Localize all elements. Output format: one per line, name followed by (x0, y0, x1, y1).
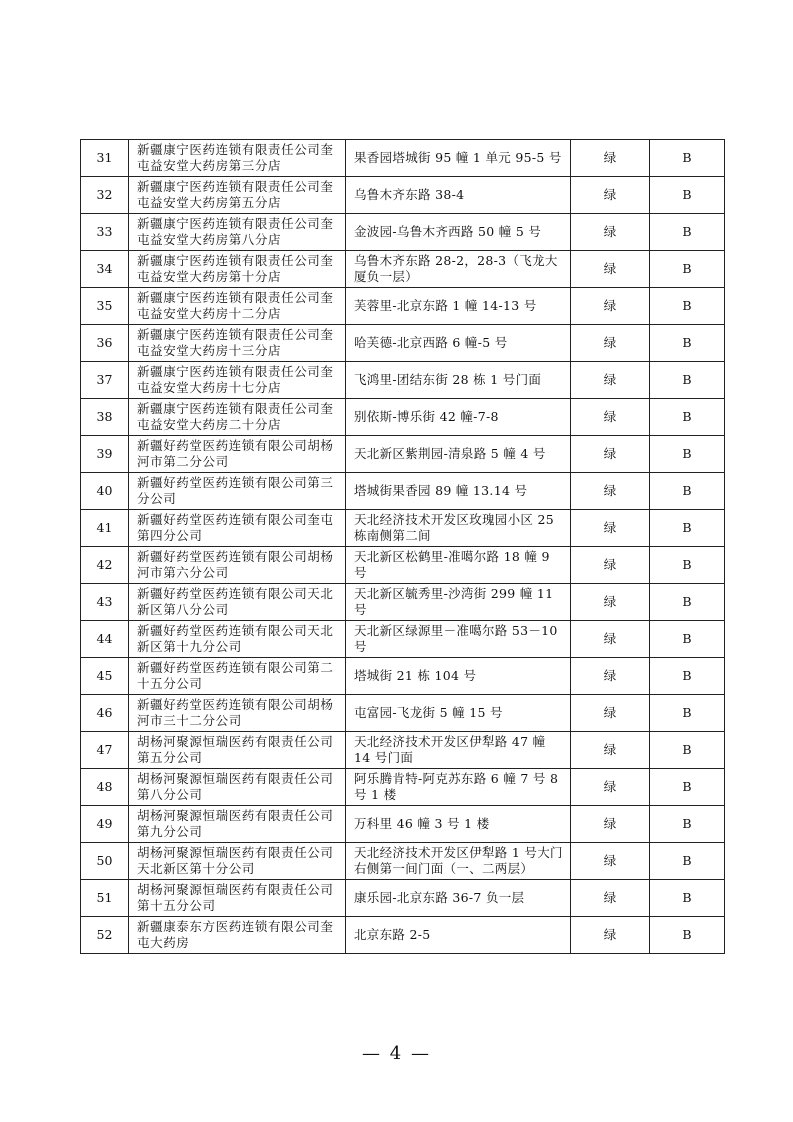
address-cell: 万科里 46 幢 3 号 1 楼 (346, 806, 571, 843)
row-number-cell: 41 (81, 510, 129, 547)
company-name-cell: 胡杨河聚源恒瑞医药有限责任公司第九分公司 (129, 806, 346, 843)
company-name-cell: 胡杨河聚源恒瑞医药有限责任公司天北新区第十分公司 (129, 843, 346, 880)
address-cell: 天北新区松鹤里-准噶尔路 18 幢 9 号 (346, 547, 571, 584)
address-cell: 天北经济技术开发区伊犁路 47 幢 14 号门面 (346, 732, 571, 769)
grade-cell: B (650, 288, 725, 325)
address-cell: 天北新区毓秀里-沙湾街 299 幢 11 号 (346, 584, 571, 621)
grade-cell: B (650, 695, 725, 732)
table-row (81, 214, 725, 251)
company-name-cell: 新疆好药堂医药连锁有限公司胡杨河市三十二分公司 (129, 695, 346, 732)
color-code-cell: 绿 (571, 917, 650, 954)
grade-cell: B (650, 436, 725, 473)
grade-cell: B (650, 917, 725, 954)
company-name-cell: 新疆康泰东方医药连锁有限公司奎屯大药房 (129, 917, 346, 954)
row-number-cell: 43 (81, 584, 129, 621)
pharmacy-table (80, 139, 725, 954)
address-cell: 飞鸿里-团结东街 28 栋 1 号门面 (346, 362, 571, 399)
table-row (81, 325, 725, 362)
address-cell: 芙蓉里-北京东路 1 幢 14-13 号 (346, 288, 571, 325)
table-row (81, 510, 725, 547)
address-cell: 塔城街 21 栋 104 号 (346, 658, 571, 695)
address-cell: 天北经济技术开发区伊犁路 1 号大门右侧第一间门面（一、二两层） (346, 843, 571, 880)
grade-cell: B (650, 140, 725, 177)
table-row (81, 547, 725, 584)
color-code-cell: 绿 (571, 214, 650, 251)
company-name-cell: 新疆康宁医药连锁有限责任公司奎屯益安堂大药房十七分店 (129, 362, 346, 399)
address-cell: 果香园塔城街 95 幢 1 单元 95-5 号 (346, 140, 571, 177)
table-row (81, 769, 725, 806)
company-name-cell: 新疆康宁医药连锁有限责任公司奎屯益安堂大药房第十分店 (129, 251, 346, 288)
company-name-cell: 新疆康宁医药连锁有限责任公司奎屯益安堂大药房第三分店 (129, 140, 346, 177)
address-cell: 康乐园-北京东路 36-7 负一层 (346, 880, 571, 917)
table-row (81, 399, 725, 436)
color-code-cell: 绿 (571, 436, 650, 473)
grade-cell: B (650, 325, 725, 362)
grade-cell: B (650, 769, 725, 806)
company-name-cell: 新疆好药堂医药连锁有限公司胡杨河市第六分公司 (129, 547, 346, 584)
address-cell: 别依斯-博乐街 42 幢-7-8 (346, 399, 571, 436)
color-code-cell: 绿 (571, 399, 650, 436)
company-name-cell: 胡杨河聚源恒瑞医药有限责任公司第五分公司 (129, 732, 346, 769)
table-row (81, 584, 725, 621)
color-code-cell: 绿 (571, 732, 650, 769)
row-number-cell: 47 (81, 732, 129, 769)
company-name-cell: 新疆康宁医药连锁有限责任公司奎屯益安堂大药房第五分店 (129, 177, 346, 214)
grade-cell: B (650, 584, 725, 621)
row-number-cell: 44 (81, 621, 129, 658)
row-number-cell: 46 (81, 695, 129, 732)
grade-cell: B (650, 547, 725, 584)
grade-cell: B (650, 473, 725, 510)
grade-cell: B (650, 214, 725, 251)
row-number-cell: 33 (81, 214, 129, 251)
table-row (81, 806, 725, 843)
address-cell: 天北新区绿源里－准噶尔路 53－10 号 (346, 621, 571, 658)
color-code-cell: 绿 (571, 880, 650, 917)
address-cell: 北京东路 2-5 (346, 917, 571, 954)
row-number-cell: 36 (81, 325, 129, 362)
grade-cell: B (650, 399, 725, 436)
company-name-cell: 新疆好药堂医药连锁有限公司奎屯第四分公司 (129, 510, 346, 547)
table-row (81, 880, 725, 917)
grade-cell: B (650, 510, 725, 547)
company-name-cell: 新疆好药堂医药连锁有限公司第二十五分公司 (129, 658, 346, 695)
row-number-cell: 35 (81, 288, 129, 325)
grade-cell: B (650, 843, 725, 880)
address-cell: 乌鲁木齐东路 28-2，28-3（飞龙大厦负一层） (346, 251, 571, 288)
color-code-cell: 绿 (571, 769, 650, 806)
grade-cell: B (650, 732, 725, 769)
color-code-cell: 绿 (571, 806, 650, 843)
address-cell: 阿乐腾肯特-阿克苏东路 6 幢 7 号 8 号 1 楼 (346, 769, 571, 806)
company-name-cell: 新疆好药堂医药连锁有限公司第三分公司 (129, 473, 346, 510)
grade-cell: B (650, 177, 725, 214)
company-name-cell: 新疆康宁医药连锁有限责任公司奎屯益安堂大药房十二分店 (129, 288, 346, 325)
company-name-cell: 新疆好药堂医药连锁有限公司天北新区第八分公司 (129, 584, 346, 621)
table-row (81, 732, 725, 769)
row-number-cell: 31 (81, 140, 129, 177)
row-number-cell: 49 (81, 806, 129, 843)
row-number-cell: 38 (81, 399, 129, 436)
table-row (81, 917, 725, 954)
color-code-cell: 绿 (571, 843, 650, 880)
color-code-cell: 绿 (571, 362, 650, 399)
row-number-cell: 32 (81, 177, 129, 214)
address-cell: 乌鲁木齐东路 38-4 (346, 177, 571, 214)
address-cell: 塔城街果香园 89 幢 13.14 号 (346, 473, 571, 510)
table-row (81, 695, 725, 732)
color-code-cell: 绿 (571, 177, 650, 214)
row-number-cell: 37 (81, 362, 129, 399)
table-row (81, 177, 725, 214)
row-number-cell: 51 (81, 880, 129, 917)
grade-cell: B (650, 880, 725, 917)
company-name-cell: 新疆康宁医药连锁有限责任公司奎屯益安堂大药房第八分店 (129, 214, 346, 251)
row-number-cell: 48 (81, 769, 129, 806)
grade-cell: B (650, 251, 725, 288)
color-code-cell: 绿 (571, 658, 650, 695)
grade-cell: B (650, 658, 725, 695)
address-cell: 金波园-乌鲁木齐西路 50 幢 5 号 (346, 214, 571, 251)
address-cell: 天北经济技术开发区玫瑰园小区 25 栋南侧第二间 (346, 510, 571, 547)
table-row (81, 140, 725, 177)
color-code-cell: 绿 (571, 288, 650, 325)
color-code-cell: 绿 (571, 325, 650, 362)
company-name-cell: 新疆康宁医药连锁有限责任公司奎屯益安堂大药房二十分店 (129, 399, 346, 436)
color-code-cell: 绿 (571, 140, 650, 177)
color-code-cell: 绿 (571, 695, 650, 732)
color-code-cell: 绿 (571, 473, 650, 510)
grade-cell: B (650, 621, 725, 658)
color-code-cell: 绿 (571, 510, 650, 547)
address-cell: 天北新区紫荆园-清泉路 5 幢 4 号 (346, 436, 571, 473)
grade-cell: B (650, 362, 725, 399)
grade-cell: B (650, 806, 725, 843)
company-name-cell: 胡杨河聚源恒瑞医药有限责任公司第八分公司 (129, 769, 346, 806)
table-row (81, 288, 725, 325)
row-number-cell: 42 (81, 547, 129, 584)
row-number-cell: 34 (81, 251, 129, 288)
row-number-cell: 45 (81, 658, 129, 695)
row-number-cell: 40 (81, 473, 129, 510)
row-number-cell: 52 (81, 917, 129, 954)
table-row (81, 251, 725, 288)
table-body (81, 140, 725, 954)
color-code-cell: 绿 (571, 547, 650, 584)
table-row (81, 621, 725, 658)
color-code-cell: 绿 (571, 251, 650, 288)
table-row (81, 658, 725, 695)
company-name-cell: 新疆康宁医药连锁有限责任公司奎屯益安堂大药房十三分店 (129, 325, 346, 362)
row-number-cell: 50 (81, 843, 129, 880)
color-code-cell: 绿 (571, 621, 650, 658)
address-cell: 屯富园-飞龙街 5 幢 15 号 (346, 695, 571, 732)
table-row (81, 843, 725, 880)
company-name-cell: 新疆好药堂医药连锁有限公司天北新区第十九分公司 (129, 621, 346, 658)
table-row (81, 473, 725, 510)
row-number-cell: 39 (81, 436, 129, 473)
address-cell: 哈芙德-北京西路 6 幢-5 号 (346, 325, 571, 362)
table-row (81, 436, 725, 473)
table-row (81, 362, 725, 399)
page-number: — 4 — (362, 1043, 431, 1064)
company-name-cell: 新疆好药堂医药连锁有限公司胡杨河市第二分公司 (129, 436, 346, 473)
company-name-cell: 胡杨河聚源恒瑞医药有限责任公司第十五分公司 (129, 880, 346, 917)
color-code-cell: 绿 (571, 584, 650, 621)
